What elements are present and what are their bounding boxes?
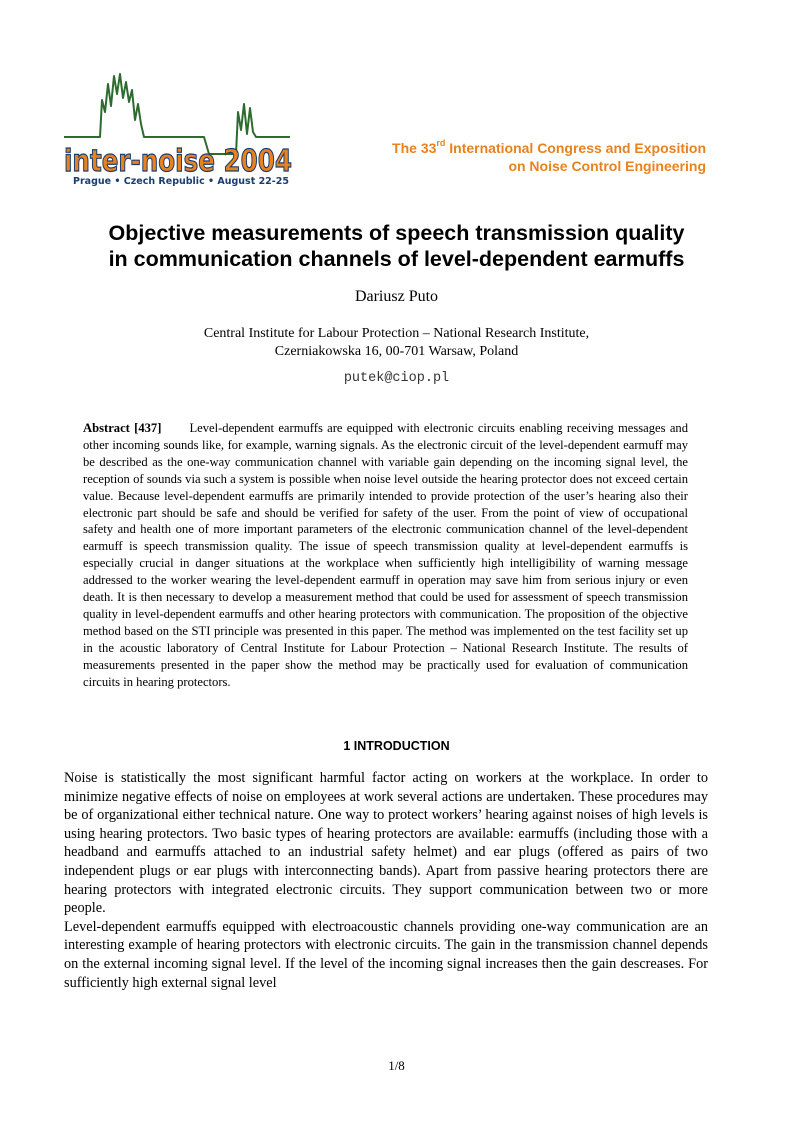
skyline-waveform-icon xyxy=(64,72,296,179)
congress-line-2: on Noise Control Engineering xyxy=(508,158,706,174)
paragraph: Level-dependent earmuffs equipped with electroacoustic channels providing one-way communication are an interesting example of hearing protectors with electronic circuits. The gain in the transmission channel depends on the external incoming signal level. If the level of the incoming signal increases then the gain descreases. For sufficiently high external signal level xyxy=(64,918,708,991)
section-heading-introduction: 1 INTRODUCTION xyxy=(343,739,450,753)
abstract-text: Level-dependent earmuffs are equipped with electronic circuits enabling receiving messages and other incoming sounds like, for example, warning signals. As the electronic circuit of the level-dependent earmuff may be described as the one-way communication channel with variable gain depending on the incoming signal level, the reception of sounds via such a system is possible when noise level outside the hearing protector does not exceed certain value. Because level-dependent earmuffs are primarily intended to provide protection of the user’s hearing also their electronic part should be safe and should be verified for safety of the user. From the point of view of occupational safety and health one of more important parameters of the electronic communication channel of the level-dependent earmuff is speech transmission quality. The issue of speech transmission quality at level-dependent earmuffs is especially crucial in danger situations at the workplace when sufficiently high intelligibility of warning message addressed to the worker wearing the level-dependent earmuff in operation may save him from serious injury or even death. It is then necessary to develop a measurement method that could be used for assessment of speech transmission quality in level-dependent earmuffs and other hearing protectors with communication. The proposition of the objective method based on the STI principle was presented in this paper. The method was implemented on the test facility set up in the acoustic laboratory of Central Institute for Labour Protection – National Research Institute. The results of measurements presented in the paper show the method may be practically used for evaluation of communication circuits in hearing protectors. xyxy=(83,421,688,689)
congress-line-1: The 33rd International Congress and Exposition xyxy=(392,138,706,156)
title-line-2: in communication channels of level-dependent earmuffs xyxy=(108,247,685,271)
congress-header xyxy=(392,139,706,175)
introduction-body xyxy=(64,769,708,992)
ordinal-suffix: rd xyxy=(436,138,446,149)
title-line-1: Objective measurements of speech transmission quality xyxy=(108,221,685,245)
abstract-label: Abstract [437] xyxy=(83,421,162,435)
author-affiliation xyxy=(60,325,733,361)
author-name: Dariusz Puto xyxy=(354,288,439,305)
abstract xyxy=(83,420,688,691)
paragraph: Noise is statistically the most significant harmful factor acting on workers at the workplace. In order to minimize negative effects of noise on employees at work several actions are undertaken. These procedures may be of organizational either technical nature. One way to protect workers’ hearing against noises of high levels is using hearing protectors. Two basic types of hearing protectors are available: earmuffs (including those with a headband and earmuffs attached to an industrial safety helmet) and ear plugs (offered as pairs of two independent plugs or ear plugs with interconnecting bands). Apart from passive hearing protectors there are hearing protectors with integrated electronic circuits. They support communication between two or more people. xyxy=(64,770,708,917)
logo-tagline: Prague • Czech Republic • August 22-25 xyxy=(73,176,289,187)
paper-title xyxy=(60,220,733,272)
logo-wordmark: inter-noise 2004 xyxy=(64,144,292,179)
page-number: 1/8 xyxy=(388,1058,405,1073)
affiliation-line-2: Czerniakowska 16, 00-701 Warsaw, Poland xyxy=(274,344,519,359)
conference-logo xyxy=(64,72,296,194)
author-email[interactable]: putek@ciop.pl xyxy=(343,371,450,386)
affiliation-line-1: Central Institute for Labour Protection – National Research Institute, xyxy=(203,326,590,341)
